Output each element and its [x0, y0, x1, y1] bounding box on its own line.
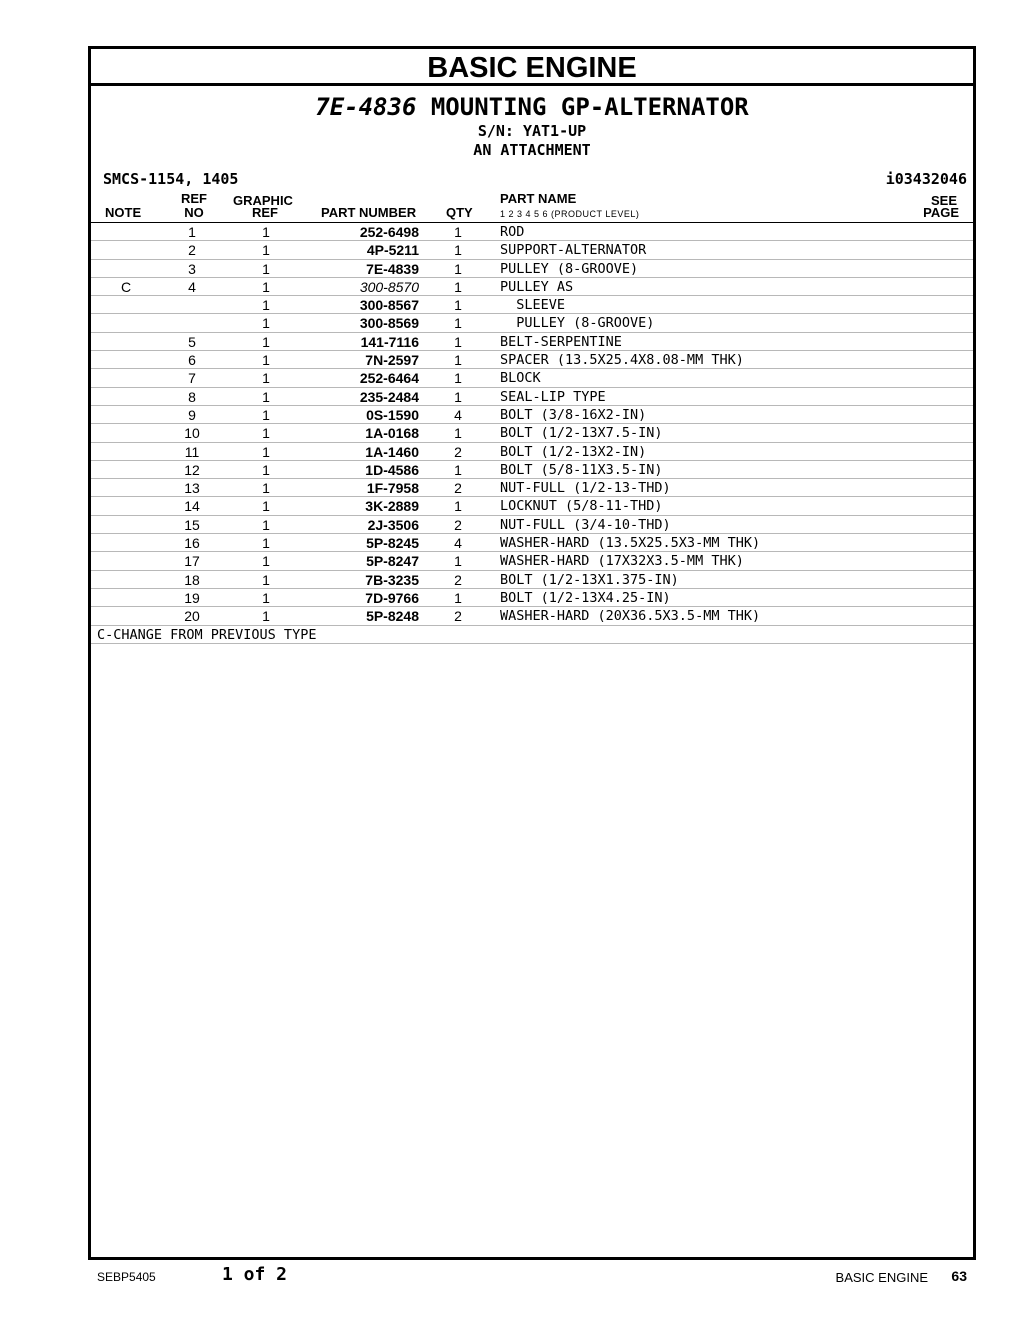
table-row — [91, 552, 973, 570]
cell-ref-no: 12 — [184, 461, 200, 478]
cell-part-name: WASHER-HARD (17X32X3.5-MM THK) — [500, 553, 744, 570]
cell-qty: 1 — [454, 553, 462, 570]
group-number: 7E-4836 — [315, 93, 417, 121]
cell-ref-no: 20 — [184, 608, 200, 625]
cell-graphic-ref: 1 — [262, 498, 270, 515]
cell-ref-no: 13 — [184, 480, 200, 497]
table-row — [91, 260, 973, 278]
cell-part-number: 7B-3235 — [365, 571, 419, 588]
cell-qty: 1 — [454, 260, 462, 277]
table-row — [91, 461, 973, 479]
cell-qty: 1 — [454, 461, 462, 478]
cell-part-name: NUT-FULL (1/2-13-THD) — [500, 480, 671, 497]
cell-graphic-ref: 1 — [262, 315, 270, 332]
cell-graphic-ref: 1 — [262, 425, 270, 442]
cell-graphic-ref: 1 — [262, 242, 270, 259]
cell-graphic-ref: 1 — [262, 333, 270, 350]
cell-part-name: ROD — [500, 224, 525, 240]
cell-part-number: 1D-4586 — [365, 461, 419, 478]
cell-qty: 1 — [454, 370, 462, 387]
table-row — [91, 479, 973, 497]
cell-qty: 2 — [454, 480, 462, 497]
cell-qty: 2 — [454, 571, 462, 588]
header-page: PAGE — [923, 205, 959, 220]
cell-part-name: BOLT (5/8-11X3.5-IN) — [500, 461, 663, 478]
table-header — [91, 188, 973, 223]
cell-qty: 1 — [454, 297, 462, 314]
cell-ref-no: 6 — [188, 352, 196, 369]
cell-graphic-ref: 1 — [262, 571, 270, 588]
cell-ref-no: 9 — [188, 406, 196, 423]
table-row — [91, 424, 973, 442]
cell-qty: 1 — [454, 242, 462, 259]
cell-graphic-ref: 1 — [262, 297, 270, 314]
table-row — [91, 388, 973, 406]
cell-ref-no: 4 — [188, 278, 196, 295]
cell-graphic-ref: 1 — [262, 480, 270, 497]
cell-graphic-ref: 1 — [262, 406, 270, 423]
cell-ref-no: 2 — [188, 242, 196, 259]
cell-graphic-ref: 1 — [262, 608, 270, 625]
cell-part-number: 300-8567 — [359, 297, 419, 314]
cell-ref-no: 19 — [184, 589, 200, 606]
table-row — [91, 296, 973, 314]
table-row — [91, 571, 973, 589]
cell-part-number: 5P-8245 — [366, 535, 419, 552]
header-qty: QTY — [446, 205, 473, 220]
cell-part-number: 7D-9766 — [365, 589, 419, 606]
group-name: MOUNTING GP-ALTERNATOR — [430, 93, 749, 121]
cell-note: C — [120, 278, 132, 295]
document-number: SEBP5405 — [97, 1270, 156, 1284]
cell-part-number: 1A-0168 — [365, 425, 419, 442]
section-title: BASIC ENGINE — [91, 49, 973, 86]
cell-part-number: 141-7116 — [360, 333, 419, 350]
header-graphic: GRAPHIC — [233, 193, 293, 208]
cell-part-number: 2J-3506 — [367, 516, 419, 533]
header-note: NOTE — [105, 205, 142, 220]
cell-graphic-ref: 1 — [262, 352, 270, 369]
cell-graphic-ref: 1 — [262, 553, 270, 570]
cell-part-name: SEAL-LIP TYPE — [500, 388, 606, 405]
cell-part-number: 300-8570 — [359, 278, 419, 295]
table-row — [91, 516, 973, 534]
cell-qty: 1 — [454, 333, 462, 350]
header-graphic-ref: REF — [252, 205, 278, 220]
cell-part-number: 0S-1590 — [366, 406, 419, 423]
cell-graphic-ref: 1 — [262, 260, 270, 277]
serial-number: S/N: YAT1-UP — [477, 122, 587, 140]
cell-part-number: 7E-4839 — [366, 260, 419, 277]
header-see: SEE — [930, 193, 957, 208]
cell-part-number: 1F-7958 — [366, 480, 419, 497]
cell-part-name: LOCKNUT (5/8-11-THD) — [500, 498, 663, 515]
cell-part-name: BLOCK — [500, 370, 541, 387]
cell-part-name: PULLEY (8-GROOVE) — [500, 260, 639, 277]
cell-graphic-ref: 1 — [262, 278, 270, 295]
page-footer — [0, 1262, 1020, 1292]
cell-part-name: BOLT (1/2-13X2-IN) — [500, 443, 647, 460]
cell-graphic-ref: 1 — [262, 535, 270, 552]
cell-part-name: SPACER (13.5X25.4X8.08-MM THK) — [500, 352, 744, 369]
cell-graphic-ref: 1 — [262, 443, 270, 460]
cell-qty: 1 — [454, 388, 462, 405]
cell-qty: 1 — [454, 278, 462, 295]
cell-ref-no: 1 — [188, 224, 196, 240]
cell-graphic-ref: 1 — [262, 224, 270, 240]
cell-part-name: BOLT (1/2-13X4.25-IN) — [500, 589, 671, 606]
group-title — [91, 92, 973, 122]
smcs-row — [91, 166, 973, 188]
cell-graphic-ref: 1 — [262, 589, 270, 606]
cell-ref-no: 16 — [184, 535, 200, 552]
cell-part-name: BOLT (1/2-13X7.5-IN) — [500, 425, 663, 442]
cell-part-number: 235-2484 — [359, 388, 419, 405]
header-ref: REF — [181, 191, 207, 206]
cell-part-number: 4P-5211 — [366, 242, 419, 259]
cell-part-name: SLEEVE — [500, 297, 566, 314]
cell-qty: 4 — [454, 406, 462, 423]
illustration-id: i03432046 — [885, 170, 967, 188]
cell-qty: 1 — [454, 498, 462, 515]
cell-part-name: PULLEY (8-GROOVE) — [500, 315, 655, 332]
cell-ref-no: 11 — [184, 443, 200, 460]
cell-ref-no: 3 — [188, 260, 196, 277]
parts-page-frame — [88, 46, 976, 1260]
table-row — [91, 351, 973, 369]
table-row — [91, 278, 973, 296]
cell-part-number: 300-8569 — [359, 315, 419, 332]
cell-part-name: BOLT (1/2-13X1.375-IN) — [500, 571, 679, 588]
smcs-codes: SMCS-1154, 1405 — [103, 170, 239, 188]
table-row — [91, 589, 973, 607]
cell-part-name: SUPPORT-ALTERNATOR — [500, 242, 647, 259]
table-row — [91, 607, 973, 625]
table-row — [91, 314, 973, 332]
cell-part-number: 5P-8247 — [366, 553, 419, 570]
header-no: NO — [184, 205, 204, 220]
cell-ref-no: 14 — [184, 498, 200, 515]
table-row — [91, 333, 973, 351]
table-row — [91, 406, 973, 424]
table-row — [91, 497, 973, 515]
page-of-count: 1 of 2 — [222, 1264, 288, 1285]
cell-graphic-ref: 1 — [262, 516, 270, 533]
footnote: C-CHANGE FROM PREVIOUS TYPE — [91, 626, 973, 644]
cell-qty: 2 — [454, 608, 462, 625]
table-row — [91, 443, 973, 461]
cell-part-name: BELT-SERPENTINE — [500, 333, 622, 350]
cell-qty: 1 — [454, 352, 462, 369]
cell-graphic-ref: 1 — [262, 388, 270, 405]
cell-qty: 1 — [454, 224, 462, 240]
cell-qty: 2 — [454, 516, 462, 533]
cell-part-number: 252-6498 — [359, 224, 419, 240]
cell-qty: 4 — [454, 535, 462, 552]
cell-part-name: PULLEY AS — [500, 278, 574, 295]
cell-part-number: 3K-2889 — [365, 498, 419, 515]
cell-part-number: 1A-1460 — [365, 443, 419, 460]
group-type: AN ATTACHMENT — [473, 141, 591, 159]
cell-qty: 1 — [454, 315, 462, 332]
cell-part-name: NUT-FULL (3/4-10-THD) — [500, 516, 671, 533]
cell-graphic-ref: 1 — [262, 370, 270, 387]
table-row — [91, 241, 973, 259]
cell-qty: 1 — [454, 589, 462, 606]
cell-ref-no: 10 — [184, 425, 200, 442]
table-row — [91, 369, 973, 387]
cell-part-name: WASHER-HARD (13.5X25.5X3-MM THK) — [500, 535, 761, 552]
cell-qty: 1 — [454, 425, 462, 442]
cell-ref-no: 17 — [184, 553, 200, 570]
header-product-levels: 1 2 3 4 5 6 (PRODUCT LEVEL) — [500, 209, 640, 219]
cell-part-number: 7N-2597 — [365, 352, 419, 369]
parts-list — [91, 223, 973, 626]
page-number: 63 — [951, 1268, 967, 1284]
cell-qty: 2 — [454, 443, 462, 460]
cell-ref-no: 8 — [188, 388, 196, 405]
footer-section: BASIC ENGINE — [835, 1270, 928, 1285]
cell-ref-no: 15 — [184, 516, 200, 533]
table-row — [91, 534, 973, 552]
cell-part-number: 252-6464 — [359, 370, 419, 387]
table-row — [91, 223, 973, 241]
cell-ref-no: 5 — [188, 333, 196, 350]
cell-part-number: 5P-8248 — [366, 608, 419, 625]
cell-graphic-ref: 1 — [262, 461, 270, 478]
cell-part-name: WASHER-HARD (20X36.5X3.5-MM THK) — [500, 608, 761, 625]
cell-ref-no: 7 — [188, 370, 196, 387]
header-part-name: PART NAME — [500, 191, 577, 206]
cell-part-name: BOLT (3/8-16X2-IN) — [500, 406, 647, 423]
header-part-number: PART NUMBER — [321, 205, 417, 220]
cell-ref-no: 18 — [184, 571, 200, 588]
